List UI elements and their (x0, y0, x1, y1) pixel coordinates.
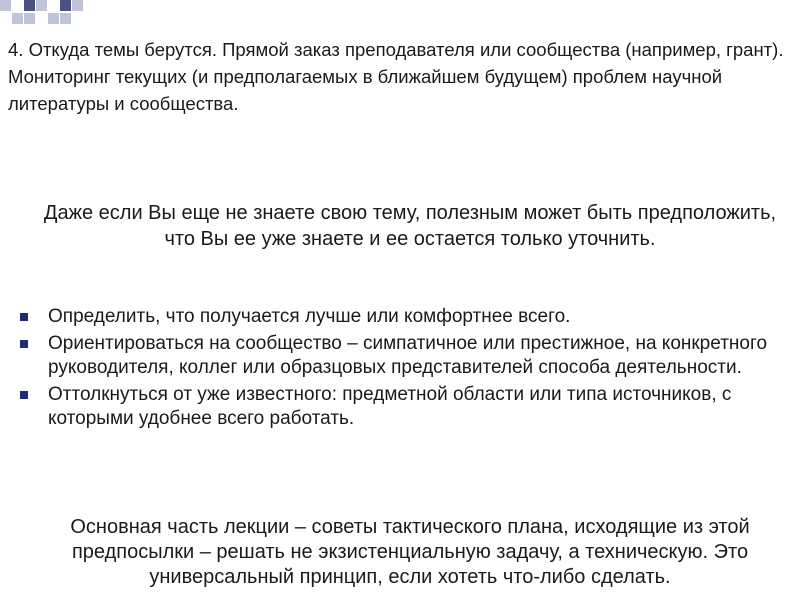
bullet-text: Оттолкнуться от уже известного: предметной области или типа источников, с которыми удобнее всего работать. (48, 384, 732, 429)
square-bullet-icon (20, 391, 28, 399)
bullet-text: Определить, что получается лучше или комфортнее всего. (48, 306, 571, 327)
bullet-list (18, 305, 778, 434)
square-bullet-icon (20, 340, 28, 348)
callout-paragraph: Даже если Вы еще не знаете свою тему, полезным может быть предположить, что Вы ее уже знаете и ее остается только уточнить. (43, 202, 777, 250)
summary-paragraph: Основная часть лекции – советы тактического плана, исходящие из этой предпосылки – решать не экзистенциальную задачу, а техническую. Это универсальный принцип, если хотеть что-либо сделать. (70, 516, 750, 588)
bullet-item (18, 332, 778, 380)
intro-paragraph: 4. Откуда темы берутся. Прямой заказ преподавателя или сообщества (например, грант). Мониторинг текущих (и предполагаемых в ближайшем будущем) проблем научной литературы и сообщества. (8, 39, 784, 114)
bullet-text: Ориентироваться на сообщество – симпатичное или престижное, на конкретного руководителя, коллег или образцовых представителей способа деятельности. (48, 333, 768, 378)
bullet-item (18, 383, 778, 431)
square-bullet-icon (20, 313, 28, 321)
decorative-squares (0, 0, 800, 32)
bullet-item (18, 305, 778, 329)
